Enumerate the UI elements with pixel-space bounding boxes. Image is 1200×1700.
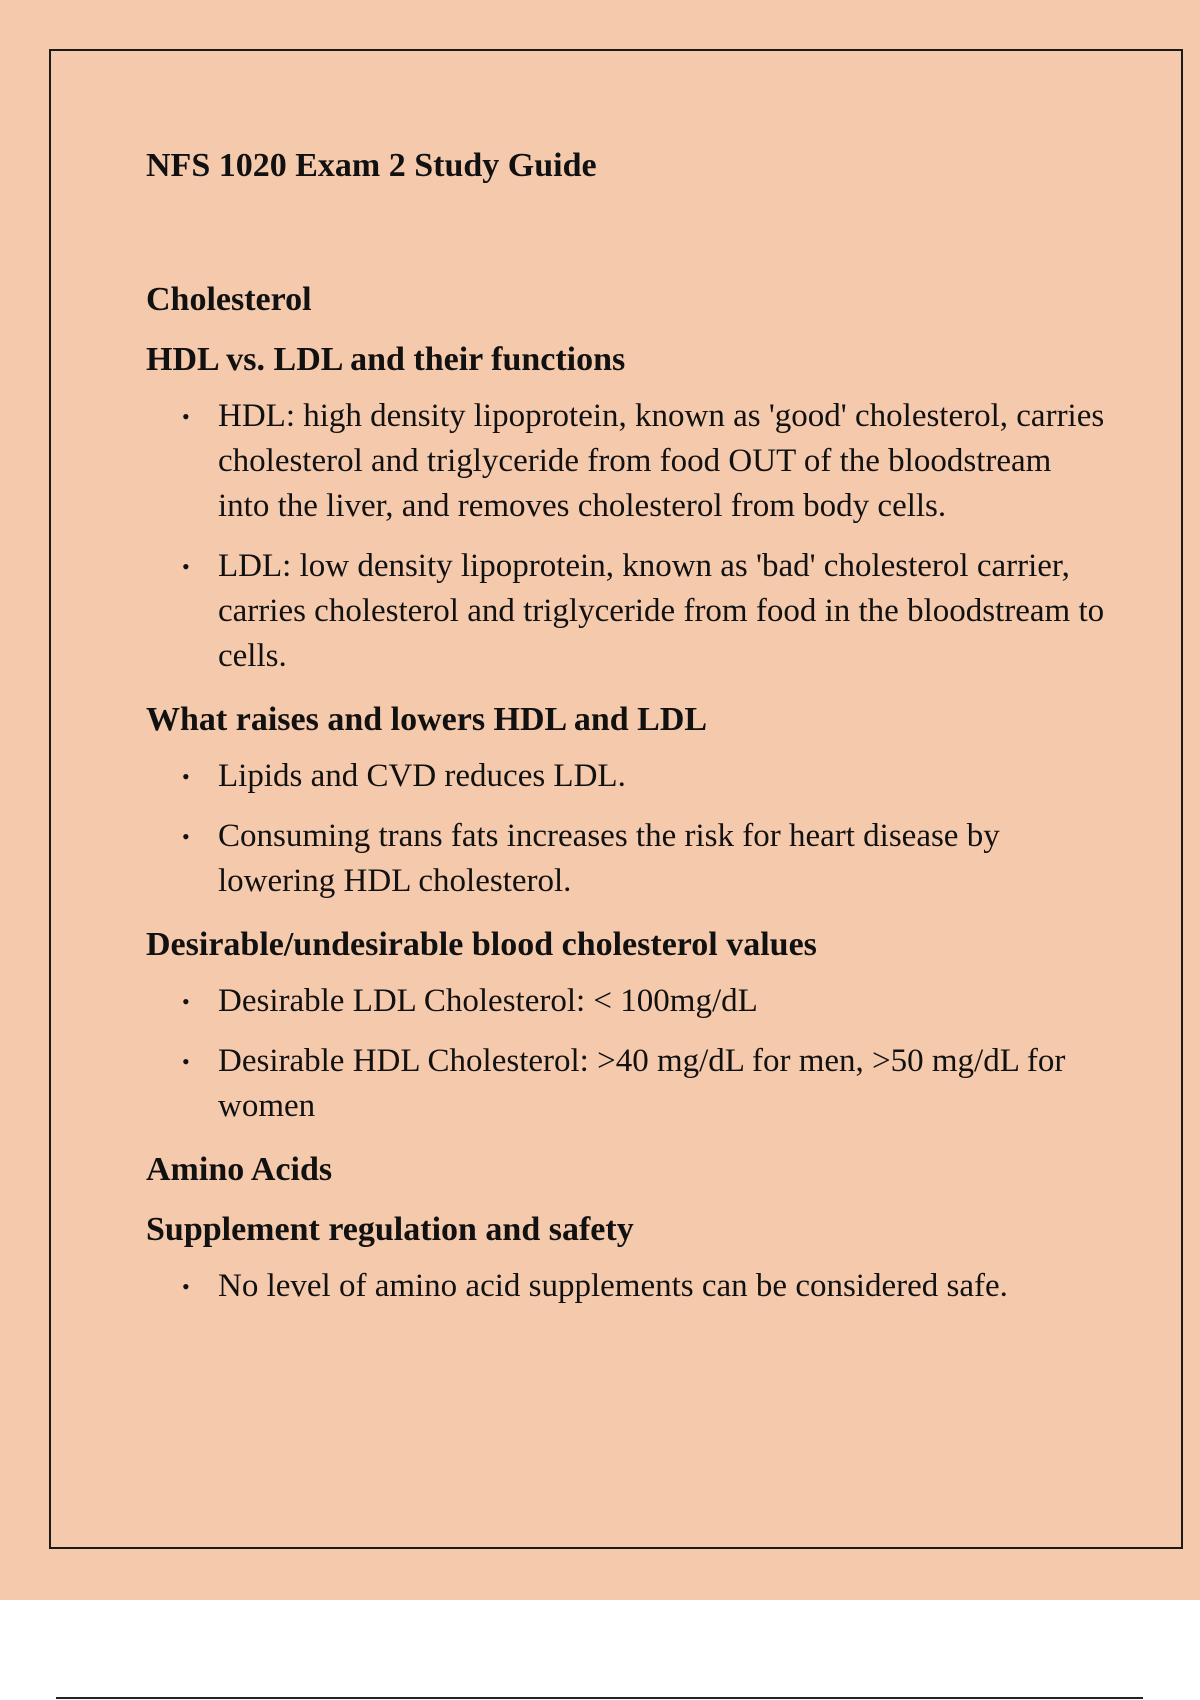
bullet-icon: •	[182, 764, 190, 789]
subsection-heading-hdl-vs-ldl: HDL vs. LDL and their functions	[146, 341, 626, 378]
list-item-text: Desirable HDL Cholesterol: >40 mg/dL for men, >50 mg/dL for women	[218, 1043, 1066, 1124]
bullet-icon: •	[182, 1274, 190, 1299]
bullet-icon: •	[182, 1049, 190, 1074]
bullet-list-raises-lowers	[146, 754, 1106, 904]
subsection-heading-cholesterol-values: Desirable/undesirable blood cholesterol values	[146, 926, 817, 963]
list-item-text: Lipids and CVD reduces LDL.	[218, 758, 626, 794]
list-item	[146, 544, 1106, 679]
list-item-text: LDL: low density lipoprotein, known as 'bad' cholesterol carrier, carries cholesterol and triglyceride from food in the bloodstream to cells.	[218, 548, 1105, 674]
bullet-list-supplement-safety	[146, 1264, 1106, 1309]
list-item	[146, 1039, 1106, 1129]
section-heading-amino-acids: Amino Acids	[146, 1151, 333, 1188]
list-item-text: No level of amino acid supplements can be considered safe.	[218, 1268, 1008, 1304]
list-item-text: Desirable LDL Cholesterol: < 100mg/dL	[218, 983, 758, 1019]
list-item-text: Consuming trans fats increases the risk for heart disease by lowering HDL cholesterol.	[218, 818, 1000, 899]
subsection-heading-supplement-safety: Supplement regulation and safety	[146, 1211, 634, 1248]
list-item	[146, 1264, 1106, 1309]
bullet-icon: •	[182, 404, 190, 429]
document-title: NFS 1020 Exam 2 Study Guide	[146, 147, 597, 184]
document-content	[146, 140, 1106, 1324]
bullet-icon: •	[182, 824, 190, 849]
list-item	[146, 394, 1106, 529]
section-heading-cholesterol: Cholesterol	[146, 281, 312, 318]
bullet-list-cholesterol-values	[146, 979, 1106, 1129]
list-item	[146, 754, 1106, 799]
list-item	[146, 979, 1106, 1024]
list-item-text: HDL: high density lipoprotein, known as 'good' cholesterol, carries cholesterol and triglyceride from food OUT of the bloodstream into the liver, and removes cholesterol from body cells.	[218, 398, 1105, 524]
subsection-heading-raises-lowers: What raises and lowers HDL and LDL	[146, 701, 708, 738]
footer-divider	[56, 1697, 1143, 1699]
bullet-list-hdl-vs-ldl	[146, 394, 1106, 679]
list-item	[146, 814, 1106, 904]
bullet-icon: •	[182, 554, 190, 579]
bullet-icon: •	[182, 989, 190, 1014]
